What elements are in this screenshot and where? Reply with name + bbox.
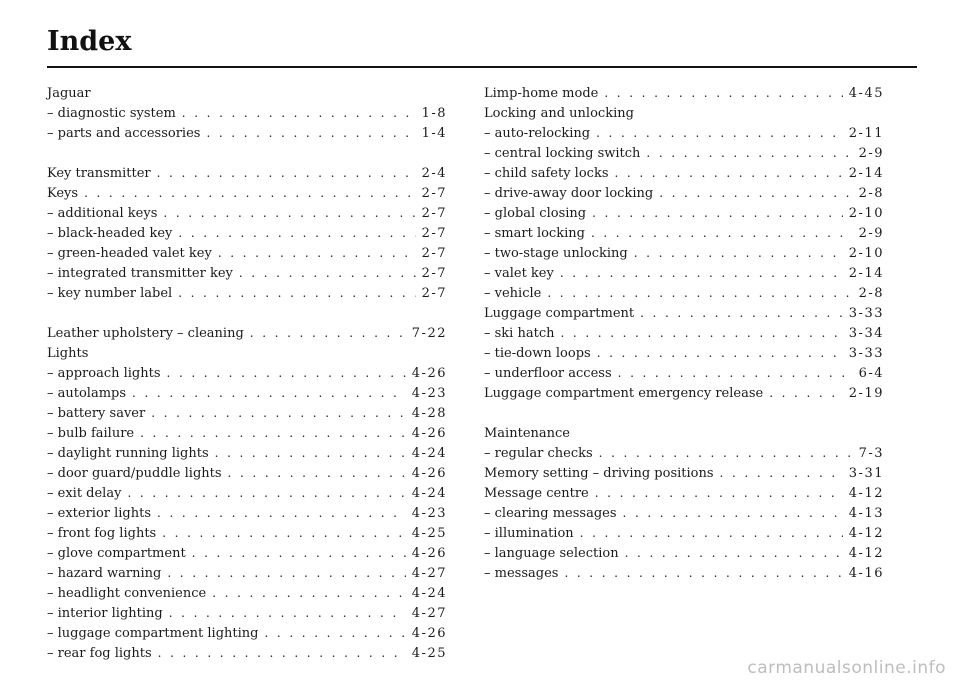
index-spacer — [47, 306, 447, 326]
index-entry[interactable] — [47, 426, 447, 446]
index-entry-page: 7-3 — [858, 446, 884, 461]
index-entry-page: 4-24 — [411, 446, 447, 461]
dot-leader — [162, 526, 406, 540]
index-entry[interactable] — [484, 546, 884, 566]
dot-leader — [265, 626, 406, 640]
index-entry[interactable] — [47, 266, 447, 286]
dot-leader — [250, 326, 406, 340]
index-entry[interactable] — [47, 506, 447, 526]
index-entry-page: 4-27 — [411, 606, 447, 621]
index-entry-label: – additional keys — [47, 206, 158, 221]
dot-leader — [720, 466, 843, 480]
dot-leader — [625, 546, 843, 560]
index-entry[interactable] — [484, 226, 884, 246]
index-entry-page: 4-13 — [848, 506, 884, 521]
index-entry-page: 2-4 — [421, 166, 447, 181]
index-entry-page: 3-31 — [848, 466, 884, 481]
index-entry[interactable] — [47, 366, 447, 386]
dot-leader — [140, 426, 406, 440]
title-rule — [47, 66, 917, 68]
index-entry[interactable] — [47, 166, 447, 186]
index-entry[interactable] — [484, 166, 884, 186]
index-entry-page: 4-28 — [411, 406, 447, 421]
index-entry[interactable] — [47, 226, 447, 246]
index-entry-label: – autolamps — [47, 386, 127, 401]
index-entry[interactable] — [47, 626, 447, 646]
dot-leader — [239, 266, 416, 280]
dot-leader — [560, 326, 842, 340]
index-entry[interactable] — [484, 266, 884, 286]
index-entry-page: 3-33 — [848, 306, 884, 321]
index-entry-page: 4-25 — [411, 526, 447, 541]
index-entry[interactable] — [484, 326, 884, 346]
index-entry[interactable] — [484, 146, 884, 166]
index-entry[interactable] — [47, 526, 447, 546]
dot-leader — [167, 366, 406, 380]
index-entry-page: 2-8 — [858, 286, 884, 301]
dot-leader — [157, 166, 416, 180]
index-entry[interactable] — [47, 646, 447, 666]
index-entry[interactable] — [484, 386, 884, 406]
index-entry-label: – exterior lights — [47, 506, 152, 521]
index-entry-page: 2-14 — [848, 166, 884, 181]
index-entry-label: Keys — [47, 186, 79, 201]
index-entry-page: 3-33 — [848, 346, 884, 361]
index-entry-page: 4-45 — [848, 86, 884, 101]
dot-leader — [206, 126, 415, 140]
index-entry-label: – smart locking — [484, 226, 585, 241]
dot-leader — [604, 86, 842, 100]
index-entry-label: – luggage compartment lighting — [47, 626, 259, 641]
index-entry[interactable] — [484, 126, 884, 146]
dot-leader — [178, 286, 415, 300]
dot-leader — [215, 446, 406, 460]
dot-leader — [132, 386, 406, 400]
index-entry-page: 4-26 — [411, 466, 447, 481]
index-entry-page: 2-10 — [848, 246, 884, 261]
dot-leader — [769, 386, 843, 400]
index-entry-label: – auto-relocking — [484, 126, 591, 141]
index-entry[interactable] — [484, 246, 884, 266]
index-entry-label: – child safety locks — [484, 166, 609, 181]
index-entry-label: – approach lights — [47, 366, 161, 381]
index-entry-label: – black-headed key — [47, 226, 173, 241]
dot-leader — [127, 486, 405, 500]
dot-leader — [618, 366, 853, 380]
index-spacer — [484, 406, 884, 426]
index-entry[interactable] — [47, 566, 447, 586]
index-entry-label: – headlight convenience — [47, 586, 207, 601]
index-entry[interactable] — [484, 286, 884, 306]
index-entry-label: – valet key — [484, 266, 554, 281]
index-entry[interactable] — [47, 206, 447, 226]
index-entry-label: – central locking switch — [484, 146, 641, 161]
index-entry-page: 2-10 — [848, 206, 884, 221]
index-entry-page: 4-26 — [411, 426, 447, 441]
dot-leader — [157, 506, 406, 520]
index-entry[interactable] — [484, 466, 884, 486]
index-entry[interactable] — [47, 246, 447, 266]
index-entry[interactable] — [47, 106, 447, 126]
index-entry-label: – parts and accessories — [47, 126, 201, 141]
index-entry-label: – global closing — [484, 206, 587, 221]
dot-leader — [597, 346, 843, 360]
index-heading: Locking and unlocking — [484, 106, 634, 121]
index-entry-label: – hazard warning — [47, 566, 162, 581]
index-entry-page: 3-34 — [848, 326, 884, 341]
dot-leader — [158, 646, 406, 660]
index-entry-page: 4-25 — [411, 646, 447, 661]
index-entry-label: – language selection — [484, 546, 619, 561]
index-entry-label: – drive-away door locking — [484, 186, 654, 201]
index-entry-label: – rear fog lights — [47, 646, 152, 661]
index-entry-label: Key transmitter — [47, 166, 151, 181]
index-entry-label: – vehicle — [484, 286, 542, 301]
dot-leader — [599, 446, 853, 460]
index-entry-label: Limp-home mode — [484, 86, 599, 101]
index-heading: Maintenance — [484, 426, 570, 441]
index-entry-label: – key number label — [47, 286, 173, 301]
page-title: Index — [47, 26, 132, 57]
index-entry[interactable] — [484, 206, 884, 226]
dot-leader — [84, 186, 415, 200]
index-entry[interactable] — [47, 186, 447, 206]
dot-leader — [580, 526, 843, 540]
index-entry-label: – interior lighting — [47, 606, 163, 621]
index-entry-page: 4-23 — [411, 506, 447, 521]
dot-leader — [151, 406, 406, 420]
index-entry-page: 1-8 — [421, 106, 447, 121]
index-entry-page: 4-24 — [411, 486, 447, 501]
index-entry-label: – daylight running lights — [47, 446, 209, 461]
index-entry-page: 2-7 — [421, 266, 447, 281]
index-entry-label: Luggage compartment emergency release — [484, 386, 764, 401]
watermark: carmanualsonline.info — [747, 658, 946, 678]
index-entry-page: 2-7 — [421, 246, 447, 261]
index-entry-page: 4-24 — [411, 586, 447, 601]
index-entry[interactable] — [47, 326, 447, 346]
index-entry-label: – tie-down loops — [484, 346, 591, 361]
dot-leader — [192, 546, 406, 560]
index-entry-page: 2-8 — [858, 186, 884, 201]
dot-leader — [634, 246, 843, 260]
index-entry[interactable] — [484, 86, 884, 106]
index-entry[interactable] — [47, 466, 447, 486]
index-entry[interactable] — [47, 126, 447, 146]
index-entry[interactable] — [47, 286, 447, 306]
dot-leader — [640, 306, 843, 320]
index-entry-page: 2-7 — [421, 206, 447, 221]
index-entry-label: – integrated transmitter key — [47, 266, 233, 281]
dot-leader — [623, 506, 843, 520]
dot-leader — [564, 566, 842, 580]
index-entry-page: 4-12 — [848, 486, 884, 501]
index-entry-label: – door guard/puddle lights — [47, 466, 222, 481]
index-entry-label: – messages — [484, 566, 559, 581]
index-entry-label: – clearing messages — [484, 506, 617, 521]
index-entry[interactable] — [484, 346, 884, 366]
index-entry-label: – bulb failure — [47, 426, 135, 441]
index-entry-label: – ski hatch — [484, 326, 555, 341]
index-entry-page: 2-19 — [848, 386, 884, 401]
index-entry-page: 4-26 — [411, 546, 447, 561]
index-entry[interactable] — [484, 446, 884, 466]
index-entry-label: – two-stage unlocking — [484, 246, 628, 261]
dot-leader — [178, 226, 415, 240]
index-entry-label: – green-headed valet key — [47, 246, 212, 261]
dot-leader — [167, 566, 405, 580]
index-entry-page: 2-7 — [421, 286, 447, 301]
index-entry[interactable] — [484, 306, 884, 326]
index-entry-label: – underfloor access — [484, 366, 612, 381]
dot-leader — [547, 286, 852, 300]
index-entry-label: Leather upholstery – cleaning — [47, 326, 244, 341]
dot-leader — [228, 466, 406, 480]
index-entry[interactable] — [484, 186, 884, 206]
dot-leader — [560, 266, 843, 280]
dot-leader — [646, 146, 852, 160]
index-entry[interactable] — [47, 446, 447, 466]
dot-leader — [591, 226, 853, 240]
index-entry-page: 1-4 — [421, 126, 447, 141]
index-entry-page: 7-22 — [411, 326, 447, 341]
index-entry-label: Memory setting – driving positions — [484, 466, 714, 481]
index-entry[interactable] — [47, 486, 447, 506]
index-entry-page: 2-9 — [858, 146, 884, 161]
index-entry[interactable] — [47, 606, 447, 626]
index-entry-page: 6-4 — [858, 366, 884, 381]
index-entry-page: 4-23 — [411, 386, 447, 401]
dot-leader — [592, 206, 843, 220]
index-heading: Lights — [47, 346, 89, 361]
index-entry-page: 2-11 — [848, 126, 884, 141]
index-entry-label: Message centre — [484, 486, 589, 501]
index-entry[interactable] — [484, 506, 884, 526]
index-entry-page: 4-26 — [411, 626, 447, 641]
index-entry[interactable] — [47, 546, 447, 566]
index-spacer — [47, 146, 447, 166]
index-entry-label: – illumination — [484, 526, 574, 541]
index-entry[interactable] — [47, 406, 447, 426]
index-entry[interactable] — [484, 566, 884, 586]
dot-leader — [615, 166, 843, 180]
index-entry-page: 2-7 — [421, 186, 447, 201]
index-entry[interactable] — [484, 526, 884, 546]
index-entry[interactable] — [484, 366, 884, 386]
index-entry-page: 2-7 — [421, 226, 447, 241]
index-entry-label: – exit delay — [47, 486, 122, 501]
index-entry-label: – glove compartment — [47, 546, 186, 561]
index-entry-label: – front fog lights — [47, 526, 157, 541]
dot-leader — [212, 586, 406, 600]
index-column-left — [47, 86, 447, 666]
index-entry-label: Luggage compartment — [484, 306, 635, 321]
index-entry-page: 2-9 — [858, 226, 884, 241]
index-entry-page: 4-12 — [848, 526, 884, 541]
dot-leader — [595, 486, 843, 500]
index-entry-page: 2-14 — [848, 266, 884, 281]
dot-leader — [218, 246, 416, 260]
index-entry-label: – diagnostic system — [47, 106, 176, 121]
dot-leader — [182, 106, 416, 120]
index-entry[interactable] — [47, 586, 447, 606]
index-entry-label: – battery saver — [47, 406, 146, 421]
index-column-right — [484, 86, 884, 586]
index-entry-page: 4-12 — [848, 546, 884, 561]
dot-leader — [169, 606, 406, 620]
index-entry-page: 4-16 — [848, 566, 884, 581]
dot-leader — [596, 126, 843, 140]
index-heading: Jaguar — [47, 86, 91, 101]
index-entry[interactable] — [47, 386, 447, 406]
index-entry-label: – regular checks — [484, 446, 593, 461]
index-entry[interactable] — [484, 486, 884, 506]
dot-leader — [163, 206, 415, 220]
index-entry-page: 4-26 — [411, 366, 447, 381]
dot-leader — [659, 186, 852, 200]
index-entry-page: 4-27 — [411, 566, 447, 581]
